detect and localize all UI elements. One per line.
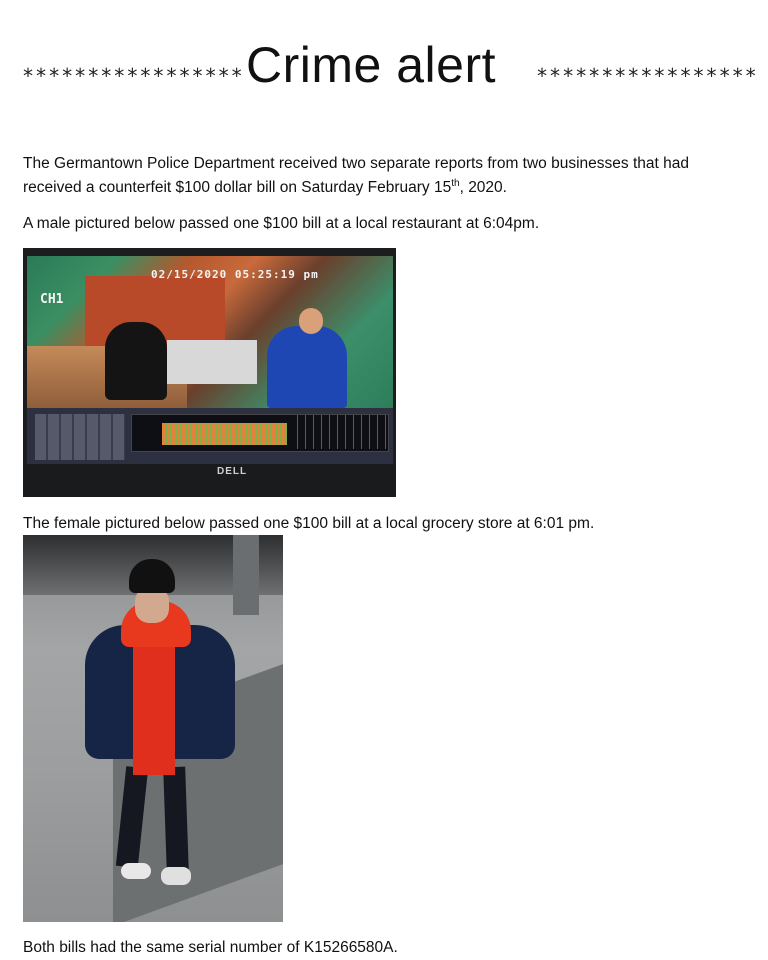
- page-title: Crime alert: [246, 37, 496, 93]
- employee-figure: [267, 326, 347, 408]
- monitor-bezel: [23, 464, 396, 497]
- cctv-channel-label: CH1: [40, 292, 64, 307]
- serial-number-note: Both bills had the same serial number of K15266580A.: [23, 939, 398, 956]
- monitor-brand-logo: DELL: [217, 466, 248, 477]
- female-description: The female pictured below passed one $100 bill at a local grocery store at 6:01 pm.: [23, 515, 595, 532]
- intro-text-part1: The Germantown Police Department received two separate reports from two businesses that had received a counterfeit $100 dollar bill on Saturday February 15: [23, 155, 689, 196]
- dvr-control-panel: [27, 408, 393, 464]
- cctv-timestamp: 02/15/2020 05:25:19 pm: [151, 268, 319, 281]
- cctv-camera-view: [27, 256, 393, 408]
- male-suspect-figure: [105, 322, 167, 400]
- title-row: [0, 36, 768, 98]
- male-description: A male pictured below passed one $100 bill at a local restaurant at 6:04pm.: [23, 215, 540, 232]
- cctv-restaurant-photo: [23, 248, 396, 497]
- grocery-store-photo: [23, 535, 283, 922]
- intro-text-part2: , 2020.: [459, 179, 507, 196]
- stars-right: *****************: [536, 64, 758, 88]
- dvr-calendar: [35, 414, 125, 460]
- intro-paragraph: [23, 152, 743, 200]
- stars-left: *****************: [22, 64, 244, 88]
- dvr-timeline: [131, 414, 389, 452]
- intro-superscript: th: [451, 177, 460, 189]
